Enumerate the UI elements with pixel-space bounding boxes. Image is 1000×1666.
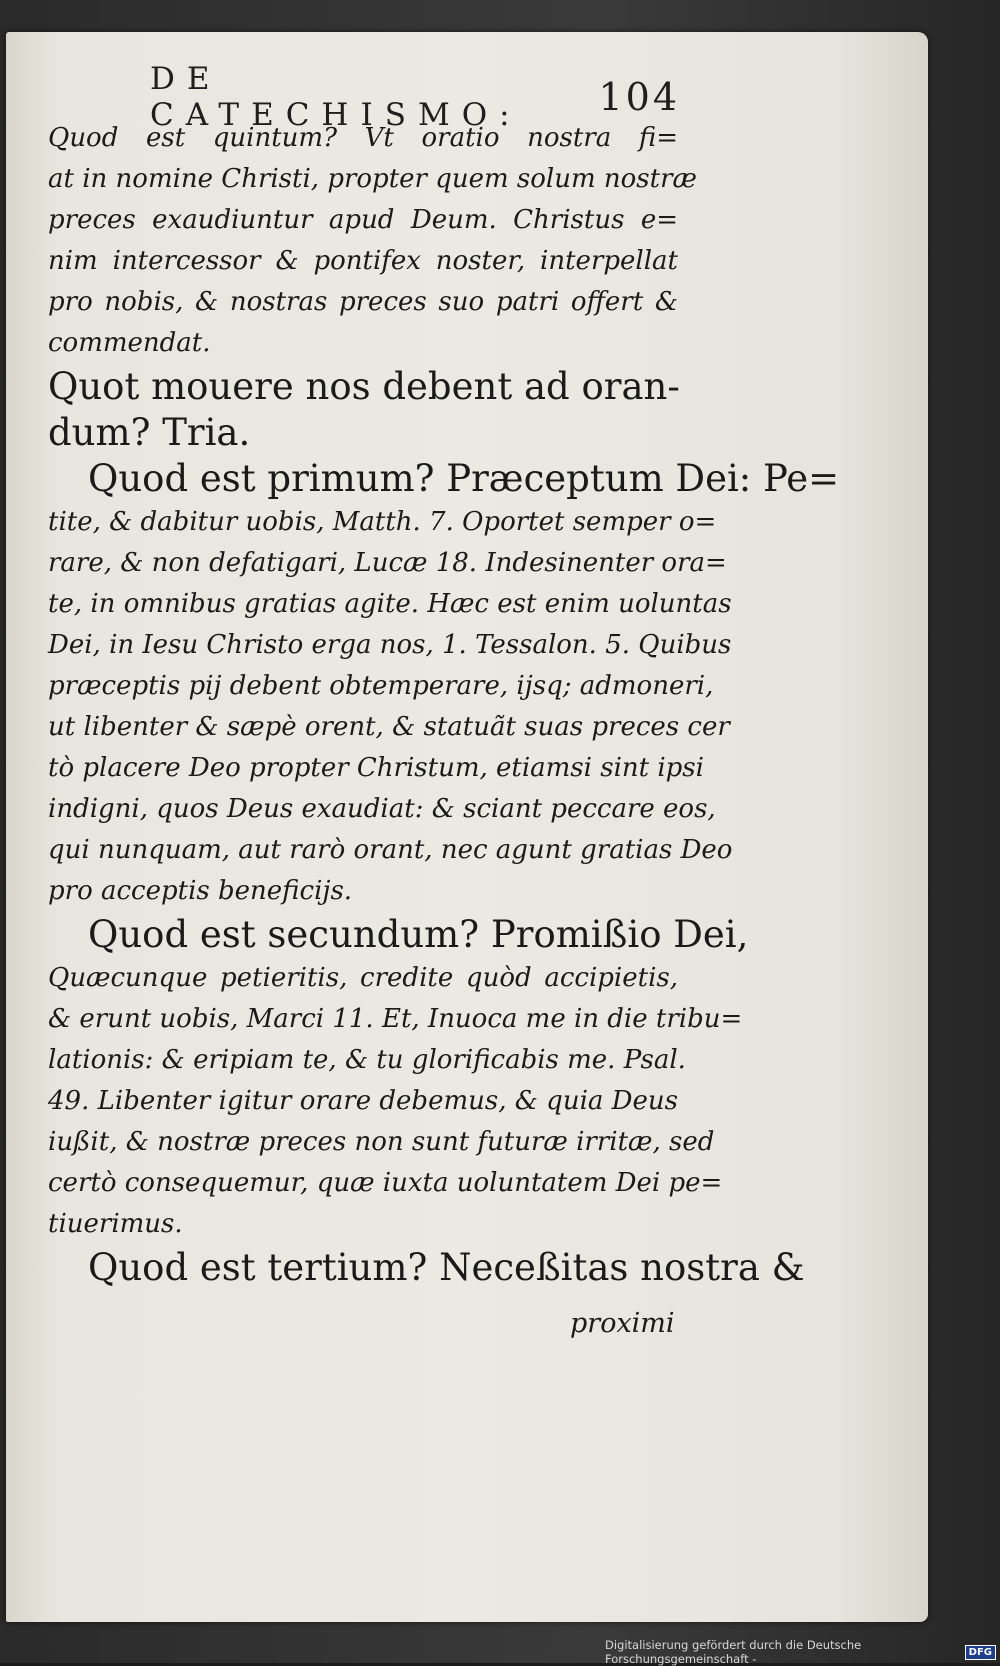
digitization-credit — [605, 1638, 1000, 1666]
question-line: Quod est tertium? Neceßitas nostra & — [88, 1246, 805, 1289]
page-number: 104 — [598, 75, 680, 119]
text-line: certò consequemur, quæ iuxta uoluntatem Dei pe= — [48, 1168, 723, 1198]
text-line: preces exaudiuntur apud Deum. Christus e= — [48, 205, 678, 235]
text-line: & erunt uobis, Marci 11. Et, Inuoca me in die tribu= — [48, 1004, 743, 1034]
text-line: tò placere Deo propter Christum, etiamsi sint ipsi — [48, 753, 704, 783]
text-line: rare, & non defatigari, Lucæ 18. Indesinenter ora= — [48, 548, 727, 578]
text-line: iußit, & nostræ preces non sunt futuræ irritæ, sed — [48, 1127, 715, 1157]
page-header — [150, 61, 680, 133]
text-line: præceptis pij debent obtemperare, ijsq; admoneri, — [48, 671, 714, 701]
dfg-logo: DFG — [965, 1645, 996, 1660]
text-line: commendat. — [48, 328, 211, 358]
text-line: tiuerimus. — [48, 1209, 183, 1239]
text-line: Quod est quintum? Vt oratio nostra fi= — [48, 123, 678, 153]
catchword: proximi — [570, 1308, 675, 1339]
text-line: at in nomine Christi, propter quem solum nostræ — [48, 164, 697, 194]
text-line: lationis: & eripiam te, & tu glorificabis me. Psal. — [48, 1045, 686, 1075]
text-line: ut libenter & sæpè orent, & statuãt suas preces cer — [48, 712, 730, 742]
question-line: Quod est secundum? Promißio Dei, — [88, 913, 749, 956]
text-line: te, in omnibus gratias agite. Hæc est enim uoluntas — [48, 589, 732, 619]
question-line: dum? Tria. — [48, 411, 251, 454]
text-line: 49. Libenter igitur orare debemus, & quia Deus — [48, 1086, 678, 1116]
question-line: Quot mouere nos debent ad oran- — [48, 365, 680, 408]
text-line: Quæcunque petieritis, credite quòd accipietis, — [48, 963, 678, 993]
body-text — [48, 118, 840, 1291]
text-line: pro nobis, & nostras preces suo patri offert & — [48, 287, 678, 317]
text-line: pro acceptis beneficijs. — [48, 876, 353, 906]
text-line: indigni, quos Deus exaudiat: & sciant peccare eos, — [48, 794, 716, 824]
text-line: Dei, in Iesu Christo erga nos, 1. Tessalon. 5. Quibus — [48, 630, 732, 660]
text-line: tite, & dabitur uobis, Matth. 7. Oportet semper o= — [48, 507, 717, 537]
credit-text: Digitalisierung gefördert durch die Deutsche Forschungsgemeinschaft - — [605, 1638, 862, 1666]
text-line: nim intercessor & pontifex noster, interpellat — [48, 246, 678, 276]
text-line: qui nunquam, aut rarò orant, nec agunt gratias Deo — [48, 835, 733, 865]
running-title: DE CATECHISMO: — [150, 61, 522, 133]
question-line: Quod est primum? Præceptum Dei: Pe= — [88, 457, 840, 500]
